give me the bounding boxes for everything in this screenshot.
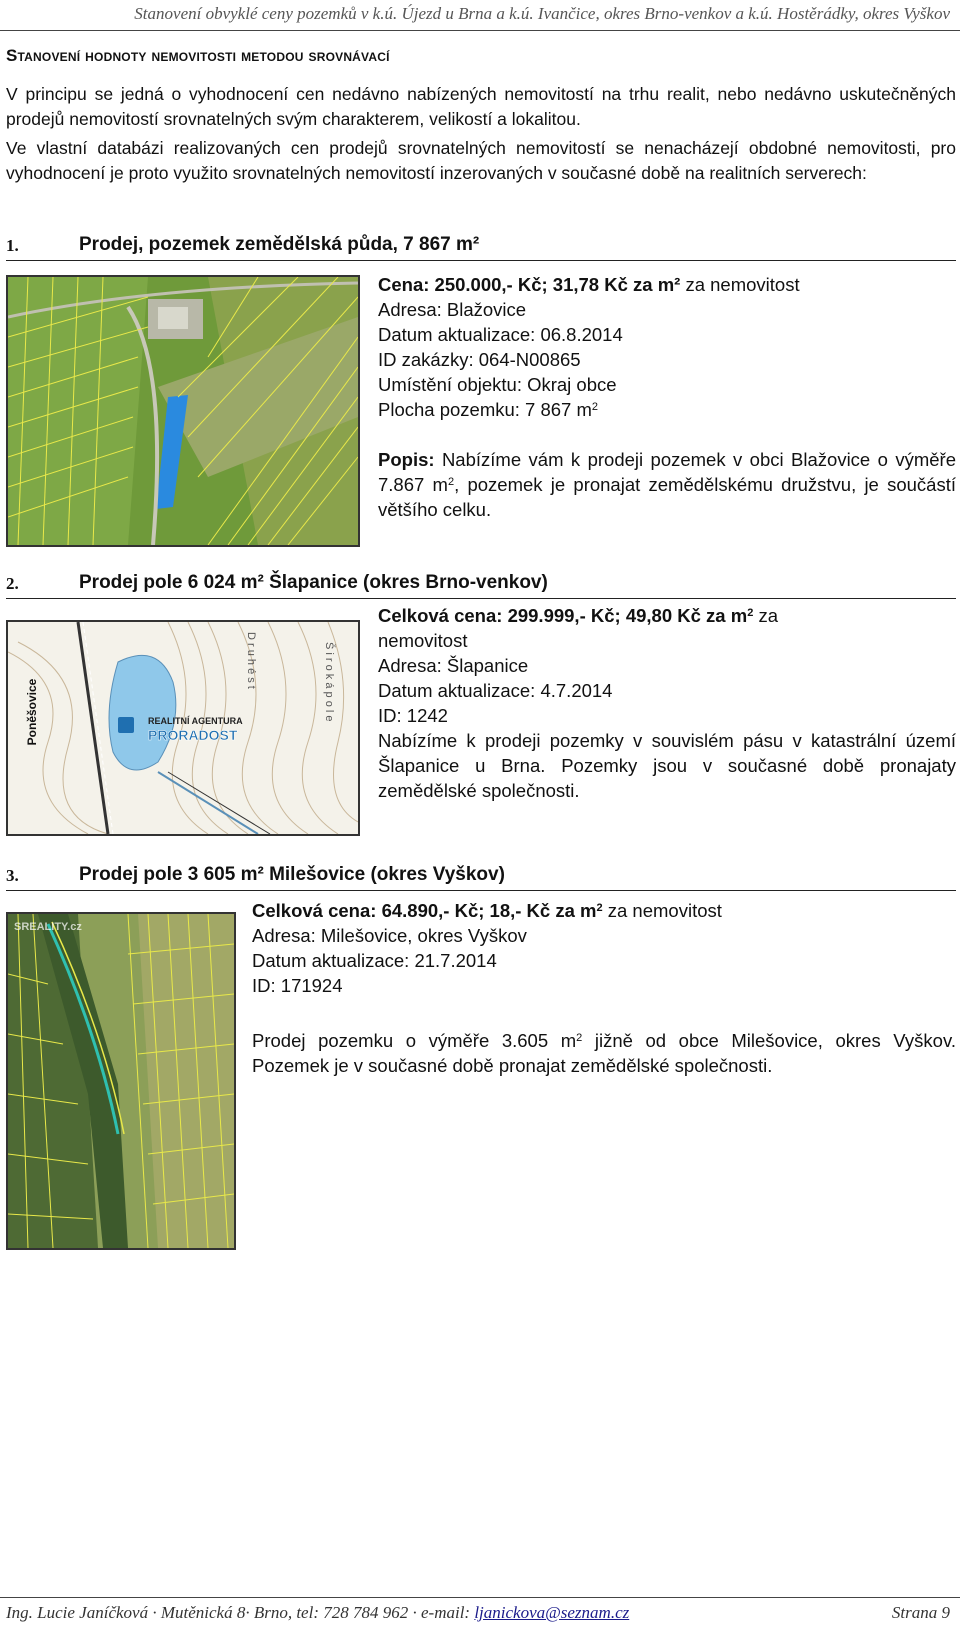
page-footer [0,1597,960,1630]
listing-3-description: Prodej pozemku o výměře 3.605 $m^2$ jižně od obce Milešovice, okres Vyškov. Pozemek je v současné době pronajat zemědělské společnosti. [252,1030,956,1076]
intro-paragraph-2: Ve vlastní databázi realizovaných cen prodejů srovnatelných nemovitostí se nenacházejí obdobné nemovitosti, pro vyhodnocení je proto využito srovnatelných nemovitostí inzerovaných v současné době na realitních serverech: [6,138,956,183]
listing-location: Umístění objektu: Okraj obce [378,374,617,395]
listing-2-description: Nabízíme k prodeji pozemky v souvislém pásu v katastrální území Šlapanice u Brna. Pozemky jsou v současné době pronajaty zemědělské společnosti. [378,730,956,801]
listing-number: 2. [6,574,19,593]
footer-contact: Ing. Lucie Janíčková · Mutěnická 8· Brno, tel: 728 784 962 · e-mail: ljanickova@seznam.cz [6,1603,630,1622]
page-number: Strana 9 [891,1603,950,1622]
listing-number: 3. [6,866,19,885]
listing-1-heading [6,232,956,261]
listing-title: Prodej pole 3 605 m² Milešovice (okres Vyškov) [79,864,505,885]
map-watermark: SREALITY.cz [14,921,82,933]
listing-date: Datum aktualizace: 06.8.2014 [378,324,623,345]
listing-1-description: Popis: Nabízíme vám k prodeji pozemek v obci Blažovice o výměře 7.867 $m^2$, pozemek je pronajat zemědělskému družstvu, je součástí většího celku. [378,449,956,520]
listing-id: ID: 171924 [252,975,343,996]
listing-address: Adresa: Milešovice, okres Vyškov [252,925,527,946]
listing-title: Prodej pole 6 024 m² Šlapanice (okres Brno-venkov) [79,572,548,593]
listing-2-heading [6,570,956,599]
listing-id: ID: 1242 [378,705,448,726]
listing-3-info [252,898,956,998]
listing-price: Celková cena: 299.999,- Kč; 49,80 Kč za $m^2$ za [378,605,778,626]
listing-1-info [378,272,956,422]
listing-price: Cena: 250.000,- Kč; 31,78 Kč za m² za nemovitost [378,274,800,295]
listing-id: ID zakázky: 064-N00865 [378,349,581,370]
listing-3-heading [6,862,956,891]
section-title: Stanovení hodnoty nemovitosti metodou srovnávací [6,46,390,65]
map-agency-line1: REALITNÍ AGENTURA [148,716,243,726]
listing-price: Celková cena: 64.890,- Kč; 18,- Kč za $m^2$ za nemovitost [252,900,722,921]
listing-date: Datum aktualizace: 4.7.2014 [378,680,613,701]
map-field-label-a: D r u h é s t [245,632,257,689]
map-field-label-b: Š i r o k á p o l e [323,642,335,722]
listing-title: Prodej, pozemek zemědělská půda, 7 867 m² [79,234,480,255]
listing-date: Datum aktualizace: 21.7.2014 [252,950,497,971]
listing-number: 1. [6,236,19,255]
listing-price-cont: nemovitost [378,630,468,651]
listing-1-aerial-map [6,275,360,547]
page-header [0,0,960,31]
listing-3-aerial-map [6,912,236,1250]
intro-paragraph-1: V principu se jedná o vyhodnocení cen nedávno nabízených nemovitostí na trhu realit, nebo nedávno uskutečněných prodejů nemovitostí srovnatelných svým charakterem, velikostí a lokalitou. [6,84,956,129]
listing-address: Adresa: Blažovice [378,299,527,320]
header-text: Stanovení obvyklé ceny pozemků v k.ú. Újezd u Brna a k.ú. Ivančice, okres Brno-venkov a k.ú. Hostěrádky, okres Vyškov [134,4,950,23]
map-town-label: Poněšovice [25,678,39,746]
map-agency-line2: PRORADOST [148,727,238,743]
listing-area: Plocha pozemku: 7 867 $m^2$ [378,399,599,420]
listing-address: Adresa: Šlapanice [378,655,529,676]
listing-2-cadastral-map [6,620,360,836]
listing-2-info [378,603,956,728]
footer-email-link[interactable]: ljanickova@seznam.cz [474,1603,630,1622]
